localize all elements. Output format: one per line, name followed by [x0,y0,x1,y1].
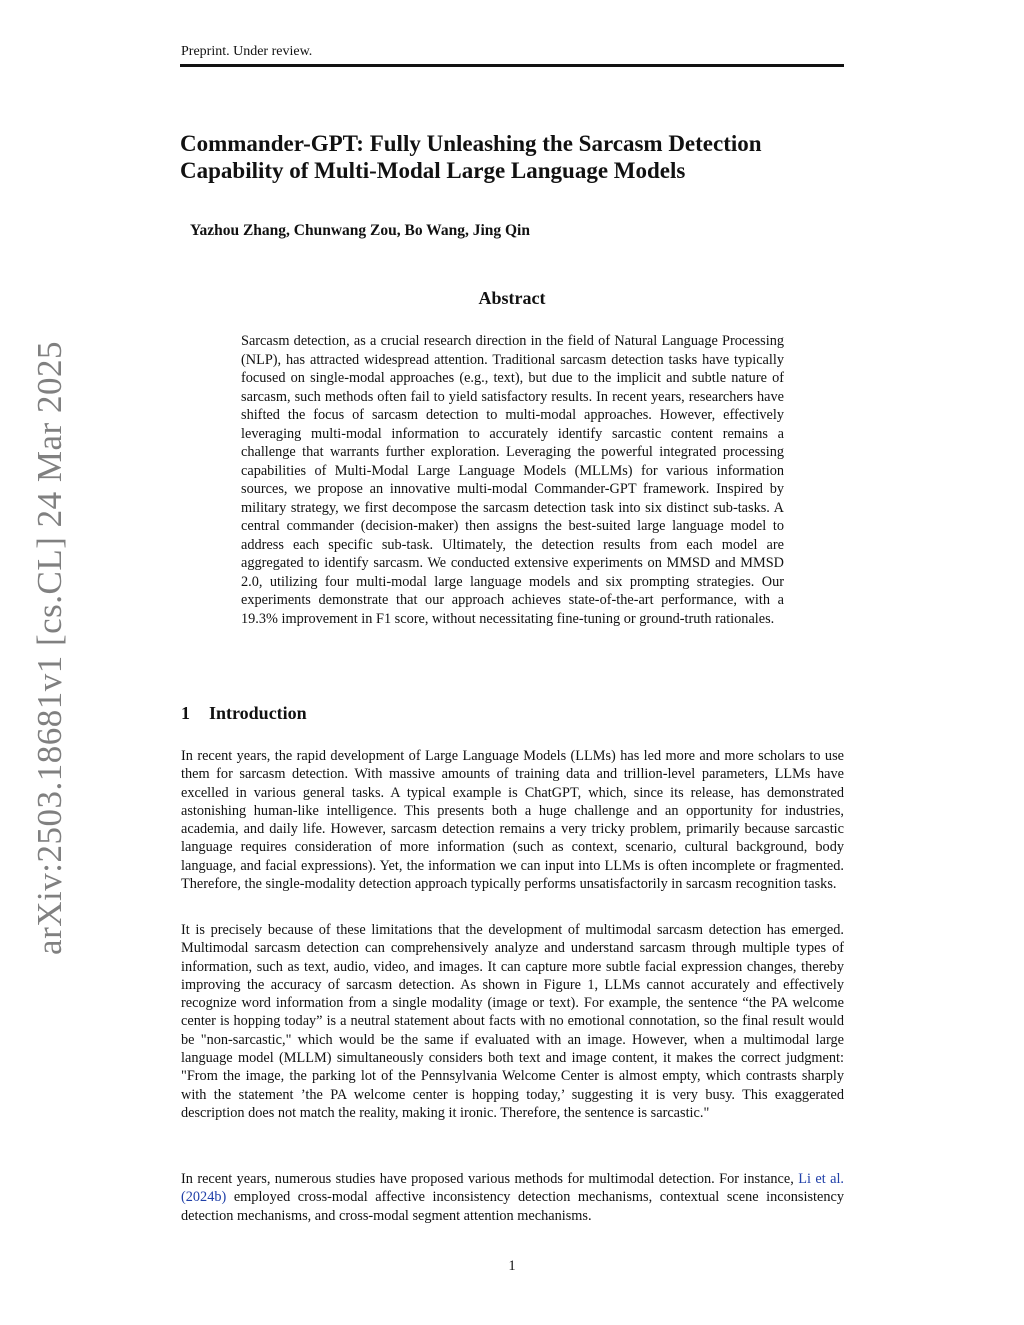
citation-link[interactable]: Li et al. (2024b) [181,1171,844,1206]
intro-paragraph-3-tail: employed cross-modal affective inconsistency detection mechanisms, contextual scene inconsistency detection mechanisms, and cross-modal segment attention mechanisms. [181,1189,844,1224]
section-heading-introduction [181,703,307,724]
abstract-text: Sarcasm detection, as a crucial research direction in the field of Natural Language Processing (NLP), has attracted widespread attention. Traditional sarcasm detection tasks have typically focused on single-modal approaches (e.g., text), but due to the implicit and subtle nature of sarcasm, such methods often fail to yield satisfactory results. In recent years, researchers have shifted the focus of sarcasm detection to multi-modal approaches. However, effectively leveraging multi-modal information to accurately identify sarcastic content remains a challenge that warrants further exploration. Leveraging the powerful integrated processing capabilities of Multi-Modal Large Language Models (MLLMs) for various information sources, we propose an innovative multi-modal Commander-GPT framework. Inspired by military strategy, we first decompose the sarcasm detection task into six distinct sub-tasks. A central commander (decision-maker) then assigns the best-suited large language model to address each specific sub-task. Ultimately, the detection results from each model are aggregated to identify sarcasm. We conducted extensive experiments on MMSD and MMSD 2.0, utilizing four multi-modal large language models and six prompting strategies. Our experiments demonstrate that our approach achieves state-of-the-art performance, with a 19.3% improvement in F1 score, without necessitating fine-tuning or ground-truth rationales. [241,333,784,627]
arxiv-identifier: arXiv:2503.18681v1 [cs.CL] 24 Mar 2025 [30,341,69,955]
header-rule [180,64,844,67]
intro-paragraph-3-lead: In recent years, numerous studies have proposed various methods for multimodal detection. For instance, [181,1171,799,1187]
page-number: 1 [508,1258,516,1274]
author-list: Yazhou Zhang, Chunwang Zou, Bo Wang, Jing Qin [190,222,530,239]
paper-title: Commander-GPT: Fully Unleashing the Sarcasm Detection Capability of Multi-Modal Large Language Models [180,131,762,183]
running-header: Preprint. Under review. [181,44,313,59]
intro-paragraph-1: In recent years, the rapid development of Large Language Models (LLMs) has led more and more scholars to use them for sarcasm detection. With massive amounts of training data and trillion-level parameters, LLMs have excelled in various general tasks. A typical example is ChatGPT, which, since its release, has demonstrated astonishing human-like intelligence. This presents both a huge challenge and an opportunity for industries, academia, and daily life. However, sarcasm detection remains a very tricky problem, primarily because sarcastic language requires consideration of more information (such as context, scenario, cultural background, body language, and facial expressions). Yet, the information we can input into LLMs is often incomplete or fragmented. Therefore, the single-modality detection approach typically performs unsatisfactorily in sarcasm recognition tasks. [181,748,844,893]
section-number: 1 [181,703,190,723]
abstract-heading: Abstract [478,288,546,308]
intro-paragraph-3 [181,1170,844,1225]
intro-paragraph-2: It is precisely because of these limitations that the development of multimodal sarcasm detection has emerged. Multimodal sarcasm detection can comprehensively analyze and understand sarcasm through multiple types of information, such as text, audio, video, and images. It can capture more subtle facial expression changes, thereby improving the accuracy of sarcasm detection. As shown in Figure 1, LLMs cannot accurately and effectively recognize word information from a single modality (image or text). For example, the sentence “the PA welcome center is hopping today” is a neutral statement about facts with no emotional connotation, so the final result would be "non-sarcastic," which would be the same if evaluated with an image. However, when a multimodal large language model (MLLM) simultaneously considers both text and image content, it makes the correct judgment: "From the image, the parking lot of the Pennsylvania Welcome Center is almost empty, which contrasts sharply with the statement ’the PA welcome center is hopping today,’ suggesting it is very busy. This exaggerated description does not match the reality, making it ironic. Therefore, the sentence is sarcastic." [181,922,844,1121]
section-title: Introduction [209,703,307,723]
